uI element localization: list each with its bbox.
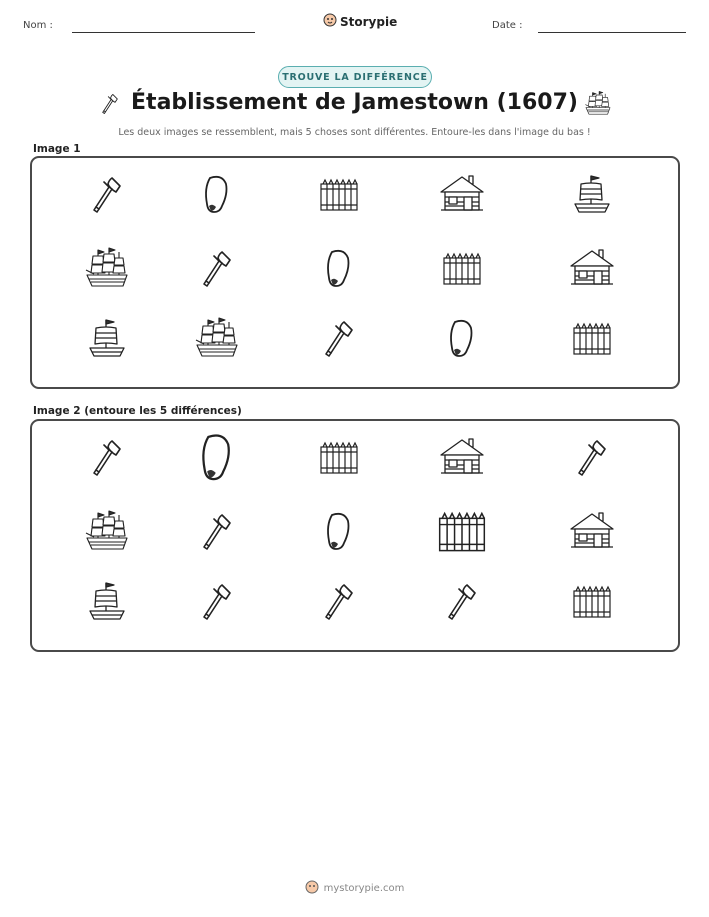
brand-name: Storypie <box>340 14 398 29</box>
fence-icon <box>567 314 617 364</box>
galleon-icon <box>82 244 132 294</box>
name-label: Nom : <box>23 20 53 31</box>
corn-seed-icon[interactable] <box>186 427 248 489</box>
image2-panel[interactable] <box>30 419 680 652</box>
image1-label: Image 1 <box>33 143 81 155</box>
axe-icon[interactable] <box>82 433 132 483</box>
galleon-icon <box>192 314 242 364</box>
log-cabin-icon[interactable] <box>567 507 617 557</box>
brand-logo <box>323 13 397 30</box>
axe-icon[interactable] <box>437 577 487 627</box>
log-cabin-icon <box>567 244 617 294</box>
image1-panel <box>30 156 680 389</box>
axe-icon <box>192 244 242 294</box>
footer <box>0 880 709 897</box>
axe-icon[interactable] <box>192 577 242 627</box>
storypie-mascot-icon <box>323 13 337 30</box>
galleon-icon <box>582 89 614 119</box>
corn-seed-icon <box>192 170 242 220</box>
ship-icon <box>82 314 132 364</box>
axe-icon <box>314 314 364 364</box>
image2-label: Image 2 (entoure les 5 différences) <box>33 405 242 417</box>
date-label: Date : <box>492 20 523 31</box>
corn-seed-icon <box>437 314 487 364</box>
corn-seed-icon[interactable] <box>314 507 364 557</box>
footer-url[interactable]: mystorypie.com <box>323 883 405 894</box>
galleon-icon[interactable] <box>82 507 132 557</box>
fence-icon <box>437 244 487 294</box>
instructions: Les deux images se ressemblent, mais 5 choses sont différentes. Entoure-les dans l'image du bas ! <box>118 127 591 138</box>
axe-icon[interactable] <box>567 433 617 483</box>
fence-icon <box>314 170 364 220</box>
axe-icon <box>82 170 132 220</box>
ship-icon[interactable] <box>82 577 132 627</box>
log-cabin-icon <box>437 170 487 220</box>
fence-icon[interactable] <box>314 433 364 483</box>
log-cabin-icon[interactable] <box>437 433 487 483</box>
fence-icon[interactable] <box>431 501 493 563</box>
fence-icon[interactable] <box>567 577 617 627</box>
corn-seed-icon <box>314 244 364 294</box>
axe-icon[interactable] <box>314 577 364 627</box>
storypie-mascot-icon <box>305 880 319 897</box>
page-title: Établissement de Jamestown (1607) <box>131 90 578 115</box>
activity-badge: TROUVE LA DIFFÉRENCE <box>278 66 432 88</box>
axe-icon[interactable] <box>192 507 242 557</box>
date-line[interactable] <box>538 32 686 33</box>
name-line[interactable] <box>72 32 255 33</box>
ship-icon <box>567 170 617 220</box>
